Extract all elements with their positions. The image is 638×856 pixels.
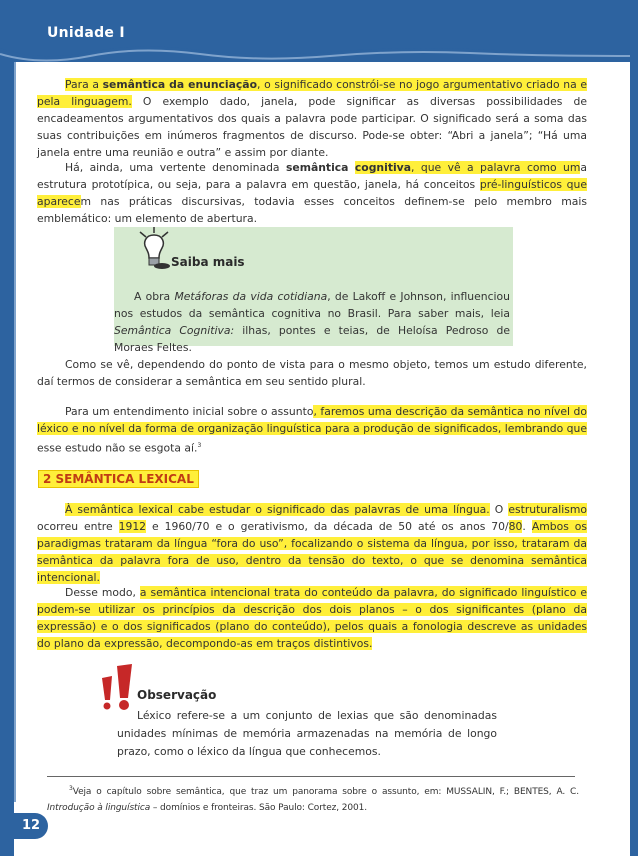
header-wave (0, 40, 638, 70)
paragraph-cognitiva: Há, ainda, uma vertente denominada semântica cognitiva, que vê a palavra como uma estrutura prototípica, ou seja, para a palavra em questão, janela, há conceitos pré-linguísticos que aparecem nas práticas discursivas, todavia esses conceitos definem-se pelo membro mais emblemático: um elemento de abertura. (37, 161, 587, 225)
paragraph-ponto-de-vista: Como se vê, dependendo do ponto de vista para o mesmo objeto, temos um estudo diferente, daí termos de considerar a semântica em seu sentido plural. (37, 358, 587, 388)
saiba-mais-text: A obra Metáforas da vida cotidiana, de Lakoff e Johnson, influenciou nos estudos da semântica cognitiva no Brasil. Para saber mais, leia Semântica Cognitiva: ilhas, pontes e teias, de Heloísa Pedroso de Moraes Feltes. (114, 290, 511, 354)
unit-title: Unidade I (47, 25, 125, 41)
exclamation-icon (100, 664, 136, 712)
section-title: 2 SEMÂNTICA LEXICAL (38, 470, 199, 488)
left-margin-stripe (14, 62, 23, 802)
page-number: 12 (14, 813, 48, 839)
footnote-divider (47, 776, 575, 777)
paragraph-entendimento: Para um entendimento inicial sobre o assunto, faremos uma descrição da semântica no nível do léxico e no nível da forma de organização linguística para a produção de significados, lembrando que esse estudo não se esgota aí.$^3$ (37, 405, 587, 455)
page-header (0, 0, 638, 62)
paragraph-semantica-lexical: À semântica lexical cabe estudar o significado das palavras de uma língua. O estruturalismo ocorreu entre 1912 e 1960/70 e o gerativismo, da década de 50 até os anos 70/80. Ambos os paradigmas trataram da língua “fora do uso”, focalizando o sistema da língua, por isso, trataram da semântica da palavra fora de uso, dentro da tensão do texto, o que se denomina semântica intencional. (37, 503, 588, 584)
left-margin-bar (0, 62, 14, 856)
lightbulb-icon (137, 226, 171, 270)
observacao-text: Léxico refere-se a um conjunto de lexias que são denominadas unidades mínimas de memória armazenadas na memória de longo prazo, como o léxico da língua que conhecemos. (117, 709, 497, 758)
footnote: $^3$Veja o capítulo sobre semântica, que traz um panorama sobre o assunto, em: MUSSALIN, F.; BENTES, A. C. Introdução à linguística – domínios e fronteiras. São Paulo: Cortez, 2001. (47, 785, 579, 813)
saiba-mais-title: Saiba mais (171, 255, 245, 269)
observacao-title: Observação (137, 688, 217, 702)
paragraph-enunciacao: Para a semântica da enunciação, o significado constrói-se no jogo argumentativo criado na e pela linguagem. O exemplo dado, janela, pode significar as diversas possibilidades de encadeamentos argumentativos dos quais a palavra pode participar. O significado será a soma das suas contribuições em inúmeros fragmentos de discurso. Pode-se obter: “Abri a janela”; “Há uma janela entre uma reunião e outra” e assim por diante. (37, 78, 587, 159)
paragraph-semantica-intencional: Desse modo, a semântica intencional trata do conteúdo da palavra, do significado linguístico e podem-se utilizar os princípios da descrição dos dois planos – o dos significantes (plano da expressão) e o dos significados (plano do conteúdo), pelos quais a fonologia descreve as unidades do plano da expressão, decompondo-as em traços distintivos. (37, 586, 587, 650)
right-edge-bar (630, 0, 638, 856)
